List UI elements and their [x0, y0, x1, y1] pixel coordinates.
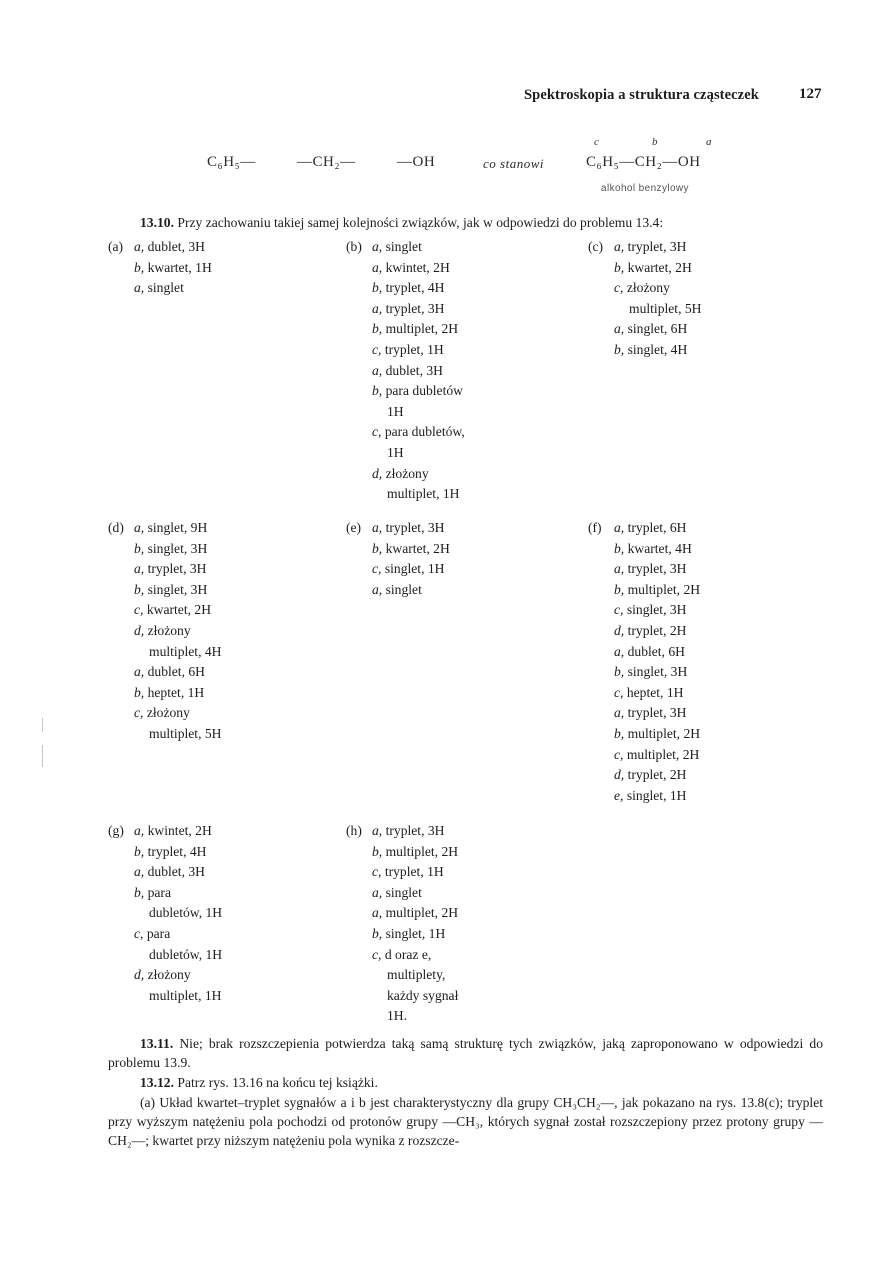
signal-letter: a,	[372, 259, 383, 275]
signal-letter: d,	[614, 767, 625, 783]
answer-block-h	[346, 821, 458, 1027]
signal-letter: c,	[614, 684, 624, 700]
answer-line	[588, 539, 700, 560]
signal-letter: b,	[614, 540, 625, 556]
answer-line	[108, 924, 222, 945]
signal-letter: b,	[614, 725, 625, 741]
signal-description: tryplet, 2H	[624, 767, 687, 783]
signal-letter: a,	[614, 520, 625, 535]
answer-line	[588, 683, 700, 704]
signal-description: multiplet, 1H	[387, 486, 460, 502]
signal-letter: a,	[614, 321, 625, 337]
answer-line	[588, 340, 702, 361]
signal-description: para	[143, 925, 171, 941]
answer-line	[346, 237, 465, 258]
signal-description: kwartet, 2H	[143, 602, 212, 618]
formula-oh: —OH	[397, 154, 436, 170]
signal-description: singlet	[382, 239, 422, 254]
signal-letter: b,	[372, 843, 383, 859]
signal-description: tryplet, 3H	[624, 561, 687, 577]
signal-letter: a,	[134, 664, 145, 680]
signal-description: tryplet, 3H	[382, 520, 445, 535]
signal-description: singlet, 1H	[381, 561, 445, 577]
signal-letter: b,	[372, 540, 383, 556]
signal-description: dublet, 3H	[382, 362, 443, 378]
signal-letter: b,	[372, 925, 383, 941]
signal-letter: a,	[134, 561, 145, 577]
answer-line	[588, 278, 702, 299]
answer-line	[346, 986, 458, 1007]
signal-description: każdy sygnał	[387, 987, 459, 1003]
signal-letter: c,	[372, 561, 382, 577]
answer-line	[346, 518, 450, 539]
signal-description: para	[144, 884, 171, 900]
answer-line	[588, 518, 700, 539]
signal-description: dubletów, 1H	[149, 905, 223, 921]
signal-description: singlet, 3H	[623, 602, 687, 618]
answer-line	[346, 464, 465, 485]
signal-letter: b,	[614, 664, 625, 680]
answer-line	[346, 580, 450, 601]
signal-description: złożony	[144, 967, 191, 983]
signal-letter: b,	[134, 259, 145, 275]
signal-description: tryplet, 3H	[144, 561, 207, 577]
problem-13-12	[108, 1073, 823, 1092]
answer-line	[588, 745, 700, 766]
signal-letter: b,	[372, 383, 383, 399]
signal-letter: a,	[134, 280, 145, 296]
signal-description: kwintet, 2H	[144, 823, 212, 838]
formula-letter-b: b	[652, 136, 658, 148]
signal-letter: a,	[372, 905, 383, 921]
signal-description: multiplet, 2H	[382, 905, 459, 921]
signal-letter: c,	[134, 925, 144, 941]
page-number: 127	[799, 86, 822, 102]
answer-line	[346, 945, 458, 966]
signal-description: tryplet, 3H	[382, 823, 445, 838]
signal-description: multiplet, 1H	[149, 987, 222, 1003]
signal-description: złożony	[623, 280, 670, 296]
answer-label: (h)	[346, 823, 362, 838]
problem-13-10	[108, 213, 823, 232]
signal-description: multiplet, 4H	[149, 643, 222, 659]
signal-letter: a,	[614, 643, 625, 659]
answer-line	[108, 621, 222, 642]
answer-label: (f)	[588, 520, 602, 535]
answer-line	[346, 924, 458, 945]
problem-13-12-a: (a) Układ kwartet–tryplet sygnałów a i b jest charakterystyczny dla grupy CH₃CH₂—, jak pokazano na rys. 13.8(c); tryplet przy wyższym natężeniu pola pochodzi od protonów grupy —CH₃, których sygnał został rozszczepiony przez protony grupy —CH₂—; kwartet przy niższym natężeniu pola wynika z rozszcze-	[108, 1095, 823, 1148]
signal-description: multiplet, 2H	[624, 581, 701, 597]
answer-line	[588, 786, 700, 807]
answer-line	[108, 683, 222, 704]
answer-line	[346, 361, 465, 382]
paragraph-text: Nie; brak rozszczepienia potwierdza taką samą strukturę tych związków, jaką zaproponowano w odpowiedzi do problemu 13.9.	[108, 1036, 823, 1070]
paragraph-text: Przy zachowaniu takiej samej kolejności związków, jak w odpowiedzi do problemu 13.4:	[177, 215, 664, 230]
signal-description: tryplet, 3H	[624, 239, 687, 254]
signal-letter: a,	[614, 561, 625, 577]
signal-description: singlet, 3H	[624, 664, 688, 680]
signal-description: heptet, 1H	[623, 684, 684, 700]
answer-line	[108, 883, 222, 904]
signal-letter: b,	[134, 843, 145, 859]
signal-description: tryplet, 3H	[624, 705, 687, 721]
answer-block-f	[588, 518, 700, 806]
answer-line	[108, 518, 222, 539]
signal-description: tryplet, 3H	[382, 300, 445, 316]
answer-line	[108, 724, 222, 745]
answer-line	[346, 278, 465, 299]
formula-c6h5: C₆H₅—	[207, 154, 256, 170]
answer-line	[108, 945, 222, 966]
signal-letter: b,	[134, 540, 145, 556]
answer-block-g	[108, 821, 222, 1006]
problem-13-11	[108, 1034, 823, 1072]
answer-label: (d)	[108, 520, 124, 535]
signal-letter: a,	[614, 705, 625, 721]
signal-letter: d,	[134, 622, 145, 638]
signal-letter: c,	[614, 602, 624, 618]
signal-description: para dubletów,	[381, 424, 465, 440]
signal-description: kwartet, 4H	[624, 540, 692, 556]
answer-line	[588, 299, 702, 320]
answer-line	[346, 539, 450, 560]
signal-description: tryplet, 2H	[624, 622, 687, 638]
signal-letter: a,	[372, 823, 383, 838]
answer-line	[346, 258, 465, 279]
signal-letter: a,	[372, 239, 383, 254]
answer-line	[108, 862, 222, 883]
answer-line	[346, 443, 465, 464]
answer-line	[108, 580, 222, 601]
answer-line	[588, 237, 702, 258]
answer-line	[108, 559, 222, 580]
signal-description: singlet, 4H	[624, 341, 688, 357]
answer-line	[346, 862, 458, 883]
answer-line	[588, 662, 700, 683]
signal-description: kwintet, 2H	[382, 259, 450, 275]
signal-description: 1H.	[387, 1008, 408, 1024]
compound-name: alkohol benzylowy	[601, 183, 689, 194]
answer-line	[108, 965, 222, 986]
answer-line	[346, 559, 450, 580]
answer-line	[588, 621, 700, 642]
signal-letter: c,	[372, 341, 382, 357]
signal-letter: c,	[614, 280, 624, 296]
answer-line	[108, 842, 222, 863]
signal-letter: b,	[372, 321, 383, 337]
answer-line	[108, 642, 222, 663]
signal-letter: c,	[372, 864, 382, 880]
answer-line	[346, 484, 465, 505]
signal-letter: c,	[134, 602, 144, 618]
signal-description: multiplet, 2H	[624, 725, 701, 741]
signal-description: singlet	[382, 581, 422, 597]
answer-label: (a)	[108, 239, 124, 254]
formula-letter-a: a	[706, 136, 712, 148]
signal-description: kwartet, 1H	[144, 259, 212, 275]
signal-letter: e,	[614, 787, 624, 803]
signal-letter: b,	[614, 259, 625, 275]
answer-line	[108, 662, 222, 683]
signal-letter: c,	[372, 946, 382, 962]
signal-description: tryplet, 4H	[382, 280, 445, 296]
signal-description: złożony	[143, 705, 190, 721]
answer-line	[346, 319, 465, 340]
signal-letter: d,	[614, 622, 625, 638]
formula-ch2: —CH₂—	[297, 154, 356, 170]
signal-description: tryplet, 4H	[144, 843, 207, 859]
scan-artifact	[42, 718, 43, 732]
signal-description: singlet, 3H	[144, 540, 208, 556]
answer-line	[346, 842, 458, 863]
signal-description: kwartet, 2H	[382, 540, 450, 556]
signal-description: singlet	[382, 884, 422, 900]
signal-letter: c,	[614, 746, 624, 762]
running-header-title: Spektroskopia a struktura cząsteczek	[524, 87, 759, 103]
answer-line	[108, 278, 212, 299]
signal-letter: a,	[372, 520, 383, 535]
answer-line	[346, 340, 465, 361]
signal-description: multiplet, 2H	[382, 843, 459, 859]
signal-description: dublet, 6H	[144, 664, 205, 680]
answer-line	[108, 986, 222, 1007]
answer-line	[346, 381, 465, 402]
signal-description: dublet, 3H	[144, 864, 205, 880]
answer-line	[108, 821, 222, 842]
signal-letter: a,	[134, 239, 145, 254]
answer-label: (g)	[108, 823, 124, 838]
signal-description: singlet, 1H	[623, 787, 687, 803]
answer-line	[588, 559, 700, 580]
signal-description: kwartet, 2H	[624, 259, 692, 275]
signal-letter: a,	[372, 300, 383, 316]
answer-line	[108, 600, 222, 621]
answer-block-b	[346, 237, 465, 505]
signal-letter: c,	[134, 705, 144, 721]
signal-description: złożony	[144, 622, 191, 638]
answer-line	[346, 299, 465, 320]
signal-description: d oraz e,	[381, 946, 432, 962]
signal-letter: c,	[372, 424, 382, 440]
answer-label: (e)	[346, 520, 362, 535]
answer-line	[108, 903, 222, 924]
signal-letter: b,	[372, 280, 383, 296]
answer-line	[108, 539, 222, 560]
signal-description: dubletów, 1H	[149, 946, 223, 962]
signal-description: dublet, 3H	[144, 239, 205, 254]
signal-description: singlet, 1H	[382, 925, 446, 941]
signal-description: singlet, 3H	[144, 581, 208, 597]
answer-line	[346, 422, 465, 443]
answer-line	[588, 765, 700, 786]
signal-letter: a,	[134, 864, 145, 880]
signal-letter: b,	[134, 684, 145, 700]
signal-letter: b,	[134, 884, 145, 900]
answer-line	[588, 600, 700, 621]
signal-letter: b,	[614, 341, 625, 357]
signal-letter: a,	[134, 823, 145, 838]
answer-label: (b)	[346, 239, 362, 254]
signal-description: para dubletów	[382, 383, 463, 399]
signal-letter: a,	[134, 520, 145, 535]
formula-connector: co stanowi	[483, 156, 544, 171]
answer-block-e	[346, 518, 450, 600]
signal-letter: a,	[372, 362, 383, 378]
paragraph-text: Patrz rys. 13.16 na końcu tej książki.	[177, 1075, 378, 1090]
signal-description: 1H	[387, 444, 404, 460]
answer-line	[588, 258, 702, 279]
signal-description: złożony	[382, 465, 429, 481]
signal-description: tryplet, 6H	[624, 520, 687, 535]
answer-line	[588, 642, 700, 663]
problem-number: 13.11.	[140, 1036, 174, 1051]
signal-description: multiplet, 2H	[382, 321, 459, 337]
answer-line	[346, 903, 458, 924]
answer-line	[108, 703, 222, 724]
answer-block-a	[108, 237, 212, 299]
signal-letter: a,	[614, 239, 625, 254]
signal-letter: b,	[614, 581, 625, 597]
signal-description: tryplet, 1H	[381, 864, 444, 880]
answer-line	[588, 724, 700, 745]
signal-letter: b,	[134, 581, 145, 597]
signal-description: singlet	[144, 280, 184, 296]
signal-description: singlet, 6H	[624, 321, 688, 337]
scan-artifact	[42, 745, 43, 767]
signal-description: heptet, 1H	[144, 684, 205, 700]
answer-line	[346, 965, 458, 986]
answer-block-d	[108, 518, 222, 745]
answer-line	[588, 703, 700, 724]
signal-description: multiplety,	[387, 967, 446, 983]
formula-benzyl-alcohol: C₆H₅—CH₂—OH	[586, 154, 701, 170]
signal-description: multiplet, 5H	[629, 300, 702, 316]
answer-line	[108, 237, 212, 258]
signal-letter: a,	[372, 884, 383, 900]
signal-description: dublet, 6H	[624, 643, 685, 659]
signal-letter: d,	[372, 465, 383, 481]
signal-letter: d,	[134, 967, 145, 983]
answer-line	[346, 883, 458, 904]
signal-description: singlet, 9H	[144, 520, 208, 535]
signal-description: tryplet, 1H	[381, 341, 444, 357]
signal-description: multiplet, 5H	[149, 725, 222, 741]
formula-letter-c: c	[594, 136, 599, 148]
signal-description: 1H	[387, 403, 404, 419]
answer-line	[346, 1006, 458, 1027]
problem-number: 13.12.	[140, 1075, 174, 1090]
signal-letter: a,	[372, 581, 383, 597]
answer-line	[108, 258, 212, 279]
answer-line	[588, 319, 702, 340]
answer-line	[346, 821, 458, 842]
problem-number: 13.10.	[140, 215, 174, 230]
answer-line	[588, 580, 700, 601]
answer-block-c	[588, 237, 702, 361]
answer-label: (c)	[588, 239, 604, 254]
signal-description: multiplet, 2H	[623, 746, 700, 762]
answer-line	[346, 402, 465, 423]
